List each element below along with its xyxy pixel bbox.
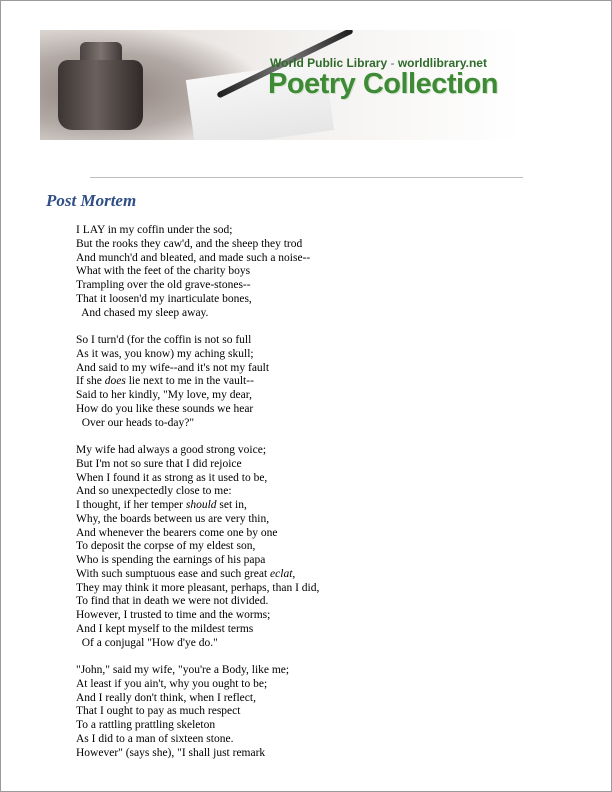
poem-line: I LAY in my coffin under the sod; bbox=[76, 224, 233, 236]
poem-line: And I really don't think, when I reflect, bbox=[76, 691, 256, 704]
poem-line: However" (says she), "I shall just remark bbox=[76, 746, 266, 759]
poem-line: And said to my wife--and it's not my fault bbox=[76, 361, 270, 374]
collection-title: Poetry Collection bbox=[268, 68, 498, 100]
library-name: World Public Library bbox=[270, 56, 388, 70]
poem-body bbox=[76, 224, 319, 774]
poem-line: What with the feet of the charity boys bbox=[76, 265, 251, 278]
poem-line: Of a conjugal "How d'ye do." bbox=[76, 636, 218, 649]
poem-stanza bbox=[76, 444, 319, 650]
library-url: worldlibrary.net bbox=[397, 56, 487, 70]
poem-line: That I ought to pay as much respect bbox=[76, 705, 241, 718]
poem-line: They may think it more pleasant, perhaps, than I did, bbox=[76, 581, 320, 594]
poem-line: I thought, if her temper should set in, bbox=[76, 499, 247, 511]
poem-line: When I found it as strong as it used to be, bbox=[76, 471, 268, 484]
poem-line: Who is spending the earnings of his papa bbox=[76, 554, 266, 566]
poem-title: Post Mortem bbox=[46, 191, 137, 210]
header-banner bbox=[40, 30, 523, 140]
poem-line: As it was, you know) my aching skull; bbox=[76, 347, 254, 360]
poem-line: As I did to a man of sixteen stone. bbox=[76, 732, 234, 745]
poem-line: With such sumptuous ease and such great eclat, bbox=[76, 567, 296, 580]
poem-line: To a rattling prattling skeleton bbox=[76, 719, 216, 731]
poem-stanza bbox=[76, 334, 319, 430]
inkwell-bottle-image bbox=[58, 60, 143, 130]
library-separator: - bbox=[387, 56, 398, 70]
poem-line: And whenever the bearers come one by one bbox=[76, 526, 278, 539]
poem-line: If she does lie next to me in the vault-- bbox=[76, 375, 254, 388]
poem-line: Why, the boards between us are very thin, bbox=[76, 512, 270, 525]
poem-line: Said to her kindly, "My love, my dear, bbox=[76, 389, 252, 401]
poem-line: And munch'd and bleated, and made such a noise-- bbox=[76, 251, 311, 264]
poem-line: To find that in death we were not divided. bbox=[76, 595, 269, 608]
poem-line: Over our heads to-day?" bbox=[76, 416, 195, 429]
poem-line: To deposit the corpse of my eldest son, bbox=[76, 540, 256, 553]
poem-line: And chased my sleep away. bbox=[76, 306, 209, 319]
poem-line: However, I trusted to time and the worms; bbox=[76, 609, 271, 621]
poem-line: My wife had always a good strong voice; bbox=[76, 444, 267, 456]
poem-line: So I turn'd (for the coffin is not so full bbox=[76, 334, 252, 346]
poem-stanza bbox=[76, 664, 319, 760]
divider-line bbox=[90, 177, 523, 178]
poem-line: But I'm not so sure that I did rejoice bbox=[76, 457, 242, 470]
poem-line: At least if you ain't, why you ought to be; bbox=[76, 677, 268, 690]
poem-line: Trampling over the old grave-stones-- bbox=[76, 279, 251, 291]
poem-line: That it loosen'd my inarticulate bones, bbox=[76, 292, 252, 305]
poem-line: And so unexpectedly close to me: bbox=[76, 485, 232, 498]
poem-line: And I kept myself to the mildest terms bbox=[76, 622, 254, 635]
poem-stanza bbox=[76, 224, 319, 320]
poem-line: But the rooks they caw'd, and the sheep they trod bbox=[76, 237, 303, 250]
poem-line: How do you like these sounds we hear bbox=[76, 402, 254, 415]
poem-line: "John," said my wife, "you're a Body, like me; bbox=[76, 664, 290, 676]
